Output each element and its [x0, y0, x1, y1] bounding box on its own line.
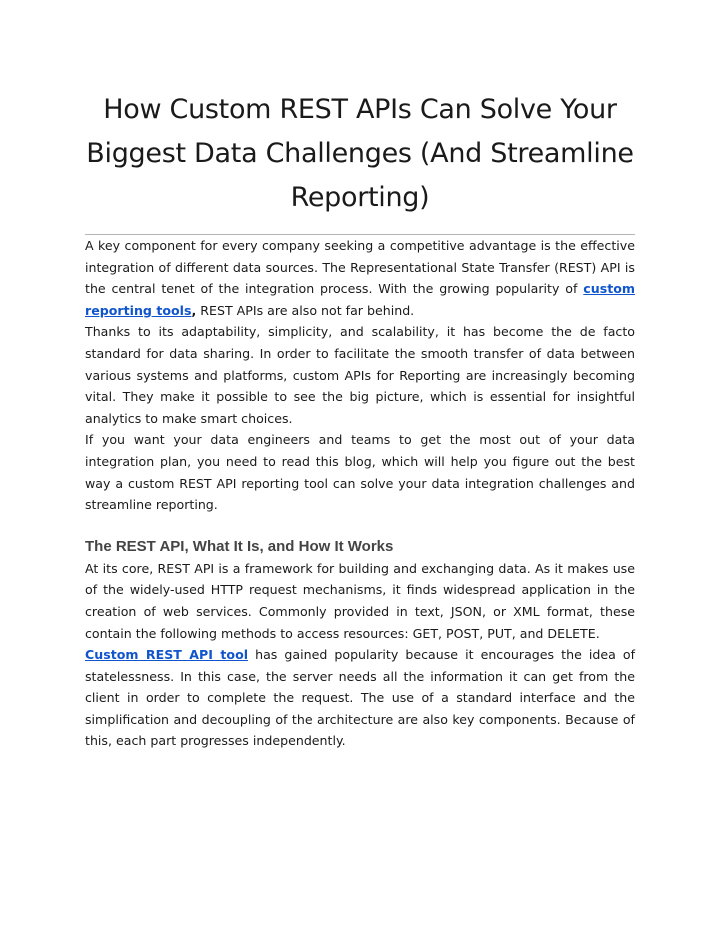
- section-heading: The REST API, What It Is, and How It Works: [85, 537, 394, 555]
- custom-rest-api-tool-link[interactable]: Custom REST API tool: [85, 647, 249, 663]
- rest-core-paragraph: At its core, REST API is a framework for building and exchanging data. As it makes use of the widely-used HTTP request mechanisms, it finds widespread application in the creation of web services. Commonly provided in text, JSON, or XML format, these contain the following methods to access resources: GET, POST, PUT, and DELETE.: [85, 560, 635, 641]
- intro-paragraph: [85, 235, 635, 321]
- intro-text: A key component for every company seeking a competitive advantage is the effective integration of different data sources. The Representational State Transfer (REST) API is the central tenet of the integration process. With the growing popularity of: [85, 238, 635, 297]
- custom-reporting-tools-link[interactable]: custom reporting tools: [85, 281, 635, 318]
- data-engineers-paragraph: If you want your data engineers and teams to get the most out of your data integration plan, you need to read this blog, which will help you figure out the best way a custom REST API reporting tool can solve your data integration challenges and streamline reporting.: [85, 432, 635, 513]
- intro-comma: ,: [191, 302, 197, 318]
- intro-text-end: REST APIs are also not far behind.: [196, 302, 415, 318]
- document-page: [85, 0, 635, 752]
- page-title: How Custom REST APIs Can Solve Your Biggest Data Challenges (And Streamline Reporting): [86, 94, 634, 213]
- statelessness-text: has gained popularity because it encourages the idea of statelessness. In this case, the server needs all the information it can get from the client in order to complete the request. The use of a standard interface and the simplification and decoupling of the architecture are also key components. Because of this, each part progresses independently.: [85, 647, 635, 749]
- statelessness-paragraph: [85, 644, 635, 752]
- adaptability-paragraph: Thanks to its adaptability, simplicity, and scalability, it has become the de facto standard for data sharing. In order to facilitate the smooth transfer of data between various systems and platforms, custom APIs for Reporting are increasingly becoming vital. They make it possible to see the big picture, which is essential for insightful analytics to make smart choices.: [85, 324, 635, 426]
